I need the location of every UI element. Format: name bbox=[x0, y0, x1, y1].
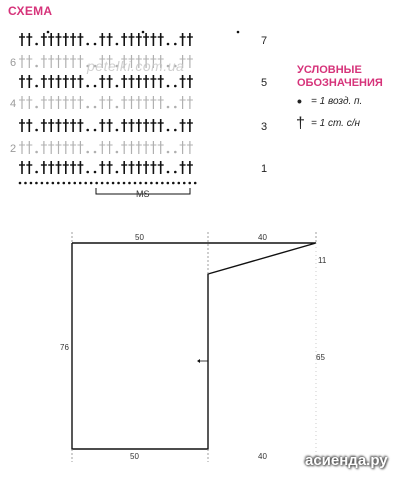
row-number-left: 2 bbox=[10, 143, 17, 155]
dim-top-left: 50 bbox=[135, 233, 144, 242]
chain-stitch-dot-icon: • bbox=[297, 93, 302, 109]
row-number-left: 6 bbox=[10, 57, 17, 69]
dim-top-right: 40 bbox=[258, 233, 267, 242]
watermark: petelki.com.ua bbox=[87, 58, 185, 74]
ms-label: MS bbox=[136, 189, 150, 199]
dim-right-height: 65 bbox=[316, 353, 325, 362]
legend-dc-text: = 1 ст. с/н bbox=[311, 118, 361, 129]
pattern-outline bbox=[72, 243, 316, 449]
row-number-right: 5 bbox=[261, 77, 268, 89]
dim-bottom-left: 50 bbox=[130, 452, 139, 461]
dim-left-height: 76 bbox=[60, 343, 69, 352]
row-number-left: 4 bbox=[10, 98, 17, 110]
double-crochet-cross-icon: † bbox=[296, 115, 305, 132]
mid-marker-arrow-icon bbox=[197, 359, 200, 363]
row-number-right: 1 bbox=[261, 163, 268, 175]
schema-title: СХЕМА bbox=[8, 4, 53, 18]
site-watermark: асиенда.ру bbox=[305, 452, 388, 469]
legend-chain-text: = 1 возд. п. bbox=[311, 96, 363, 107]
row-number-right: 3 bbox=[261, 121, 268, 133]
dim-right-small: 11 bbox=[318, 256, 327, 265]
row-number-right: 7 bbox=[261, 35, 268, 47]
dim-bottom-right: 40 bbox=[258, 452, 267, 461]
legend-title: УСЛОВНЫЕ ОБОЗНАЧЕНИЯ bbox=[297, 64, 383, 89]
